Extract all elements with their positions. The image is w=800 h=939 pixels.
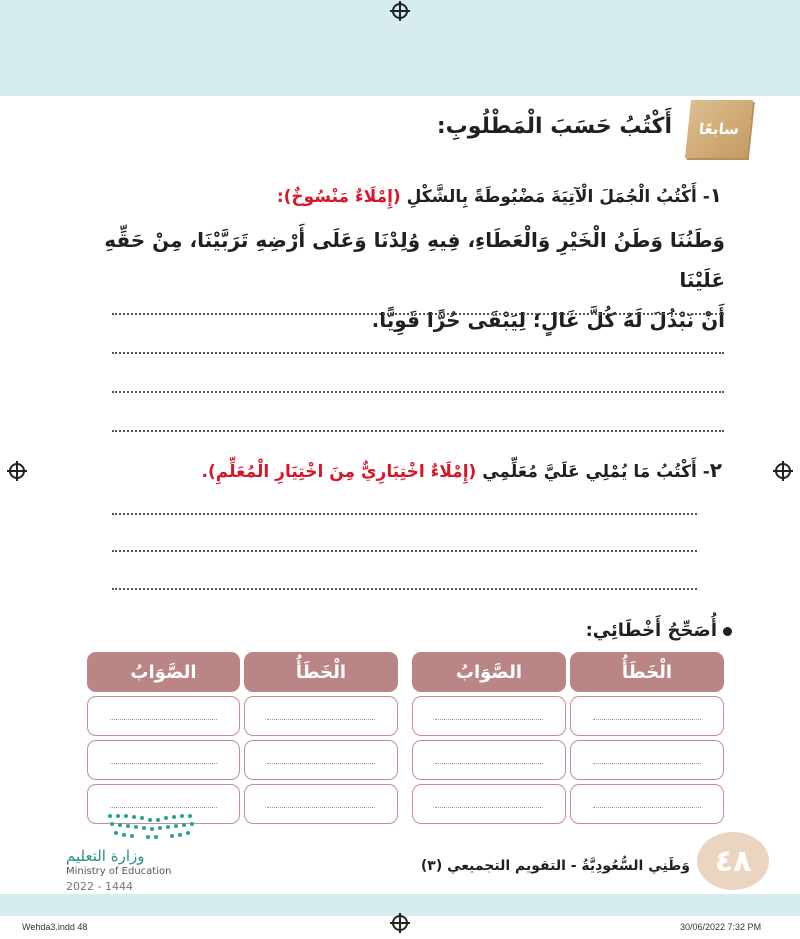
table-cell-mistake[interactable] xyxy=(244,784,398,824)
answer-line[interactable] xyxy=(112,430,724,432)
question-1-tag: (إِمْلَاءٌ مَنْسُوخٌ): xyxy=(276,187,401,207)
answer-line[interactable] xyxy=(112,391,724,393)
book-title: وَطَنِي السُّعُودِيَّةُ - التقويم التجميعي (٣) xyxy=(420,858,690,874)
table-cell-correct[interactable] xyxy=(87,696,240,736)
table-cell-correct[interactable] xyxy=(87,740,240,780)
table-cell-correct[interactable] xyxy=(412,696,566,736)
page-number xyxy=(697,832,769,890)
corrections-table-left xyxy=(87,652,398,832)
passage-line-1: وَطَنُنَا وَطَنُ الْخَيْرِ وَالْعَطَاءِ، فِيهِ وُلِدْنَا وَعَلَى أَرْضِهِ تَرَبَّيْنَا، مِنْ حَقِّهِ عَلَيْنَا xyxy=(104,228,725,292)
column-header-mistake: الْخَطَأُ xyxy=(570,652,724,692)
question-1-number: ١ xyxy=(709,183,722,207)
question-2-text: - أَكْتُبُ مَا يُمْلِي عَلَيَّ مُعَلِّمِي xyxy=(482,462,710,482)
dictation-passage xyxy=(65,220,725,340)
section-header xyxy=(0,100,750,158)
question-2-instruction xyxy=(82,458,722,482)
question-1-instruction xyxy=(122,183,722,207)
section-badge-label: سابعًا xyxy=(697,120,741,138)
corrections-title-text: أُصَحِّحُ أَخْطَائِي: xyxy=(585,620,717,641)
ministry-name-en: Ministry of Education xyxy=(66,866,172,877)
table-cell-correct[interactable] xyxy=(412,784,566,824)
registration-mark-icon xyxy=(392,3,408,19)
passage-line-2: أَنْ نَبْذُلَ لَهُ كُلَّ غَالٍ؛ لِيَبْقَى حُرًّا قَوِيًّا. xyxy=(371,308,725,332)
registration-mark-icon xyxy=(9,463,25,479)
column-header-correct: الصَّوَابُ xyxy=(412,652,566,692)
section-title: أَكْتُبُ حَسَبَ الْمَطْلُوبِ: xyxy=(436,114,672,139)
answer-line[interactable] xyxy=(112,588,697,590)
page-number-text: ٤٨ xyxy=(714,843,752,879)
section-badge xyxy=(685,100,753,158)
question-2-tag: (إِمْلَاءٌ اخْتِبَارِيٌّ مِنَ اخْتِيَارِ الْمُعَلِّمِ). xyxy=(201,462,477,482)
table-cell-mistake[interactable] xyxy=(570,696,724,736)
column-header-mistake: الْخَطَأُ xyxy=(244,652,398,692)
registration-mark-icon xyxy=(775,463,791,479)
answer-line[interactable] xyxy=(112,550,697,552)
bullet-icon xyxy=(723,627,732,636)
print-slug-file: Wehda3.indd 48 xyxy=(22,922,88,932)
answer-line[interactable] xyxy=(112,513,697,515)
table-cell-correct[interactable] xyxy=(412,740,566,780)
column-header-correct: الصَّوَابُ xyxy=(87,652,240,692)
table-cell-mistake[interactable] xyxy=(570,784,724,824)
registration-mark-icon xyxy=(392,915,408,931)
print-slug-date: 30/06/2022 7:32 PM xyxy=(680,922,762,932)
question-1 xyxy=(122,183,722,207)
corrections-table-right xyxy=(412,652,724,832)
table-cell-mistake[interactable] xyxy=(570,740,724,780)
corrections-title xyxy=(586,620,732,641)
answer-line[interactable] xyxy=(112,352,724,354)
table-cell-mistake[interactable] xyxy=(244,696,398,736)
ministry-year: 2022 - 1444 xyxy=(66,880,133,893)
table-cell-mistake[interactable] xyxy=(244,740,398,780)
question-1-text: - أَكْتُبُ الْجُمَلَ الْآتِيَةَ مَضْبُوطَةً بِالشَّكْلِ xyxy=(406,187,710,207)
ministry-logo-icon xyxy=(100,808,210,846)
ministry-name-ar: وزارة التعليم xyxy=(66,847,145,865)
answer-line[interactable] xyxy=(112,313,724,315)
question-2 xyxy=(82,458,722,482)
question-2-number: ٢ xyxy=(709,458,722,482)
